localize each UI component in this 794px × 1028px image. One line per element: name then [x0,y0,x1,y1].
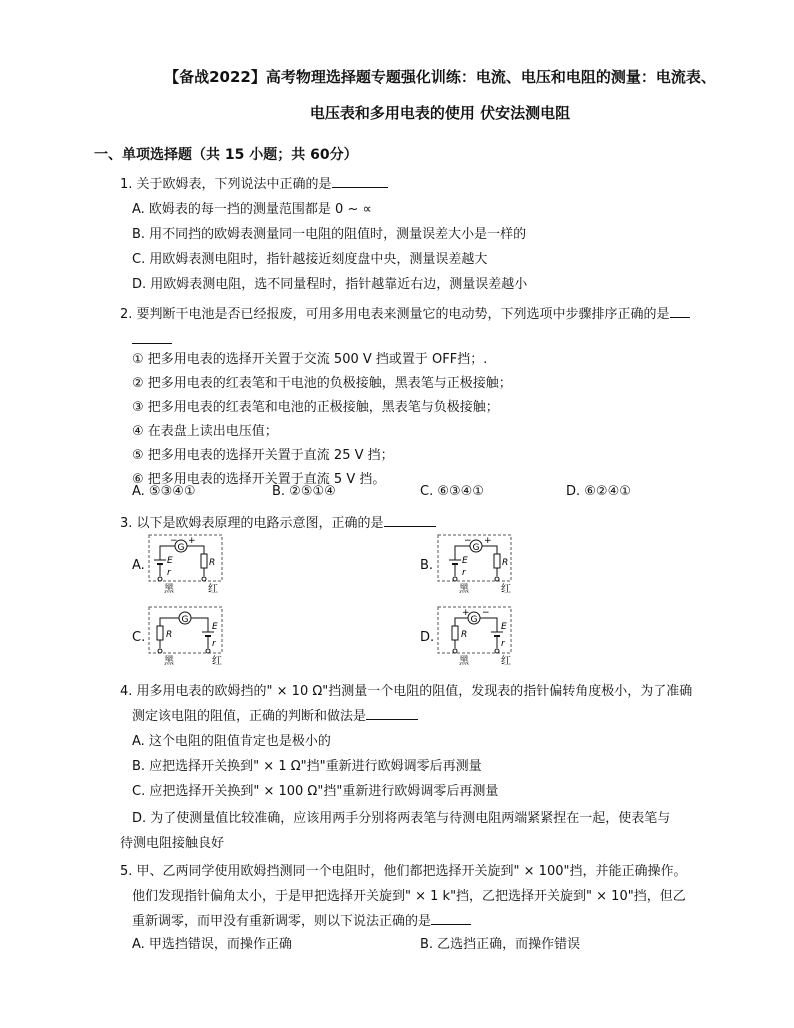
galvanometer-plus: + [188,536,196,546]
answer-blank [670,305,690,318]
galvanometer-label: G [177,543,185,553]
resistor-label: R [166,630,173,640]
q2-stem [120,303,690,322]
q3-option-d-label: D. [420,630,435,645]
q2-option-d: D. ⑥②④① [566,484,631,499]
q5-stem-line3 [132,910,471,929]
q4-option-a: A. 这个电阻的阻值肯定也是极小的 [132,734,331,749]
answer-blank [332,175,388,188]
answer-blank [366,707,418,720]
black-probe-label: 黑 [459,656,469,667]
q4-stem-line1: 4. 用多用电表的欧姆挡的" × 10 Ω"挡测量一个电阻的阻值，发现表的指针偏转角度极小，为了准确 [120,684,693,699]
q2-step-2: ② 把多用电表的红表笔和干电池的负极接触，黑表笔与正极接触； [132,376,512,391]
internal-resistance-label: r [167,568,171,578]
q1-option-d: D. 用欧姆表测电阻，选不同量程时，指针越靠近右边，测量误差越小 [132,277,528,292]
q3-option-b-label: B. [420,558,434,573]
galvanometer-minus: − [170,536,178,546]
emf-label: E [167,556,173,566]
q4-stem-text: 测定该电阻的阻值，正确的判断和做法是 [132,709,367,724]
q2-stem-text: 2. 要判断干电池是否已经报废，可用多用电表来测量它的电动势，下列选项中步骤排序正确的是 [120,307,670,322]
answer-blank [384,514,436,527]
red-probe-label: 红 [208,584,218,595]
q2-step-1: ① 把多用电表的选择开关置于交流 500 V 挡或置于 OFF挡；. [132,352,488,367]
q2-option-a: A. ⑤③④① [132,484,196,499]
black-probe-label: 黑 [459,584,469,595]
galvanometer-label: G [472,543,480,553]
internal-resistance-label: r [501,639,505,649]
circuit-diagram-a [148,532,224,596]
galvanometer-plus: + [462,608,470,618]
q1-option-c: C. 用欧姆表测电阻时，指针越接近刻度盘中央，测量误差越大 [132,252,488,267]
circuit-diagram-d [437,604,513,668]
q1-option-a: A. 欧姆表的每一挡的测量范围都是 0 ~ ∝ [132,202,372,217]
q2-step-3: ③ 把多用电表的红表笔和电池的正极接触，黑表笔与负极接触； [132,400,499,415]
black-probe-label: 黑 [164,584,174,595]
resistor-label: R [209,558,216,568]
q4-stem-line2 [132,705,418,724]
page-title-line1: 【备战2022】高考物理选择题专题强化训练：电流、电压和电阻的测量：电流表、 [164,68,716,86]
answer-blank [431,912,471,925]
q5-stem-line1: 5. 甲、乙两同学使用欧姆挡测同一个电阻时，他们都把选择开关旋到" × 100"挡，并能正确操作。 [120,864,687,879]
section-header: 一、单项选择题（共 15 小题；共 60分） [94,147,358,163]
q2-option-b: B. ②⑤①④ [272,484,336,499]
q3-stem [120,512,436,531]
q4-option-d-line2: 待测电阻接触良好 [120,836,225,851]
circuit-diagram-c [148,604,224,668]
galvanometer-minus: − [464,536,472,546]
galvanometer-label: G [181,615,189,625]
q3-option-a-label: A. [132,558,145,573]
q5-option-a: A. 甲选挡错误，而操作正确 [132,937,292,952]
galvanometer-plus: + [484,536,492,546]
black-probe-label: 黑 [164,656,174,667]
resistor-label: R [502,558,509,568]
emf-label: E [501,622,507,632]
q4-option-b: B. 应把选择开关换到" × 1 Ω"挡"重新进行欧姆调零后再测量 [132,759,482,774]
resistor-label: R [461,630,468,640]
internal-resistance-label: r [462,568,466,578]
q2-step-4: ④ 在表盘上读出电压值； [132,424,278,439]
q3-option-c-label: C. [132,630,146,645]
q1-option-b: B. 用不同挡的欧姆表测量同一电阻的阻值时，测量误差大小是一样的 [132,227,527,242]
q5-stem-text: 重新调零，而甲没有重新调零，则以下说法正确的是 [132,914,432,929]
q2-step-6: ⑥ 把多用电表的选择开关置于直流 5 V 挡。 [132,472,386,487]
page-title-line2: 电压表和多用电表的使用 伏安法测电阻 [309,104,571,122]
red-probe-label: 红 [212,656,222,667]
q3-stem-text: 3. 以下是欧姆表原理的电路示意图，正确的是 [120,516,384,531]
circuit-diagram-b [437,532,513,596]
q1-stem [120,173,388,192]
q4-option-d-line1: D. 为了使测量值比较准确，应该用两手分别将两表笔与待测电阻两端紧紧捏在一起，使表笔与 [132,811,671,826]
red-probe-label: 红 [501,584,511,595]
galvanometer-minus: − [482,608,490,618]
q4-option-c: C. 应把选择开关换到" × 100 Ω"挡"重新进行欧姆调零后再测量 [132,784,499,799]
red-probe-label: 红 [501,656,511,667]
q5-option-b: B. 乙选挡正确，而操作错误 [420,937,581,952]
q2-step-5: ⑤ 把多用电表的选择开关置于直流 25 V 挡； [132,448,394,463]
q5-stem-line2: 他们发现指针偏角太小，于是甲把选择开关旋到" × 1 k"挡，乙把选择开关旋到" × 10"挡，但乙 [132,889,686,904]
emf-label: E [212,622,218,632]
answer-blank-cont [132,331,172,344]
q2-option-c: C. ⑥③④① [420,484,484,499]
internal-resistance-label: r [212,639,216,649]
q1-stem-text: 1. 关于欧姆表，下列说法中正确的是 [120,177,332,192]
emf-label: E [462,556,468,566]
galvanometer-label: G [470,615,478,625]
